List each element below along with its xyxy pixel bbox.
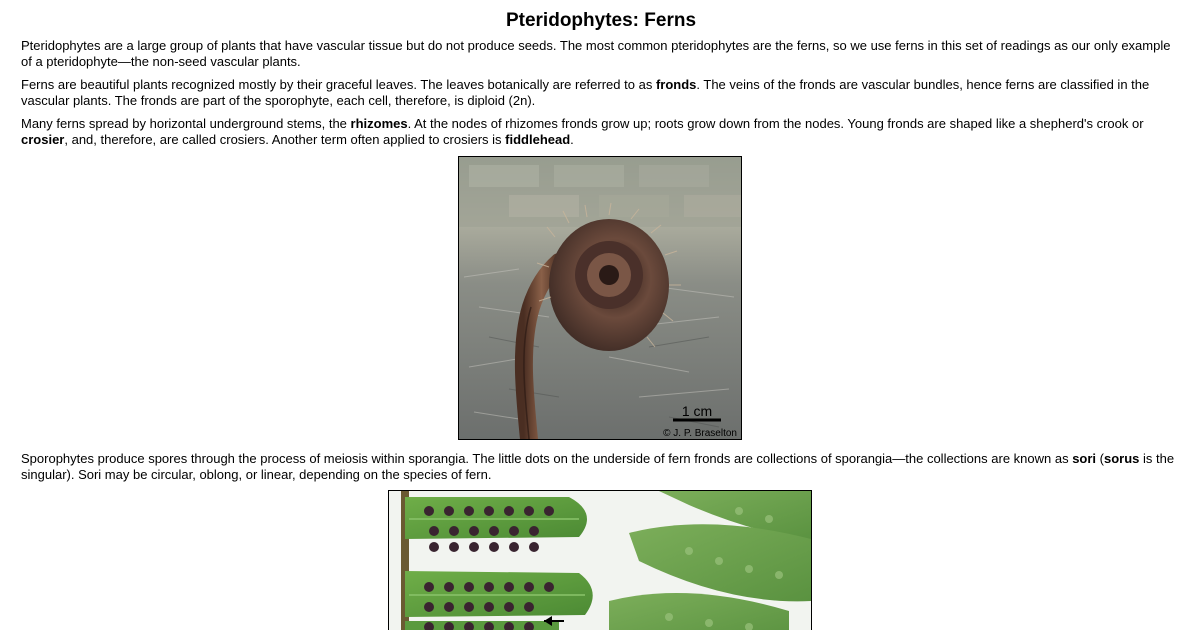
photo-credit: © J. P. Braselton — [663, 428, 737, 439]
sori-text-2: ( — [1096, 451, 1104, 466]
intro-text: Pteridophytes are a large group of plants that have vascular tissue but do not produce seeds. The most common pteridophytes are the ferns, so we use ferns in this set of readings as our only example of a pteridophyte—the non-seed vascular plants. — [21, 38, 1171, 69]
sori-photo-illustration — [389, 491, 811, 630]
crosier-photo-illustration — [459, 157, 741, 439]
rhizomes-paragraph — [21, 116, 1181, 148]
rhizomes-text-1: Many ferns spread by horizontal underground stems, the — [21, 116, 351, 131]
sori-text-3: is the singular). Sori may be circular, oblong, or linear, depending on the species of fern. — [21, 451, 1175, 482]
sori-text-1: Sporophytes produce spores through the process of meiosis within sporangia. The little dots on the underside of fern fronds are collections of sporangia—the collections are known as — [21, 451, 1073, 466]
page-title: Pteridophytes: Ferns — [505, 10, 697, 31]
rhizomes-text-2: . At the nodes of rhizomes fronds grow up; roots grow down from the nodes. Young fronds are shaped like a shepherd's crook or — [407, 116, 1144, 131]
intro-paragraph — [21, 38, 1181, 70]
article — [21, 0, 1181, 482]
scale-bar-label: 1 cm — [681, 403, 713, 419]
term-fronds: fronds — [655, 77, 697, 92]
sori-paragraph — [21, 451, 1181, 483]
term-fiddlehead: fiddlehead — [505, 132, 571, 147]
rhizomes-text-3: , and, therefore, are called crosiers. Another term often applied to crosiers is — [64, 132, 506, 147]
sori-photo — [388, 490, 812, 630]
fronds-paragraph — [21, 77, 1181, 109]
term-sori: sori — [1072, 451, 1097, 466]
crosier-photo — [458, 156, 742, 440]
fronds-text-1: Ferns are beautiful plants recognized mostly by their graceful leaves. The leaves botanically are referred to as — [21, 77, 656, 92]
term-rhizomes: rhizomes — [350, 116, 408, 131]
term-crosier: crosier — [21, 132, 65, 147]
rhizomes-text-4: . — [570, 132, 574, 147]
fronds-text-2: . The veins of the fronds are vascular bundles, hence ferns are classified in the vascular plants. The fronds are part of the sporophyte, each cell, therefore, is diploid (2n). — [21, 77, 1150, 108]
term-sorus: sorus — [1104, 451, 1140, 466]
